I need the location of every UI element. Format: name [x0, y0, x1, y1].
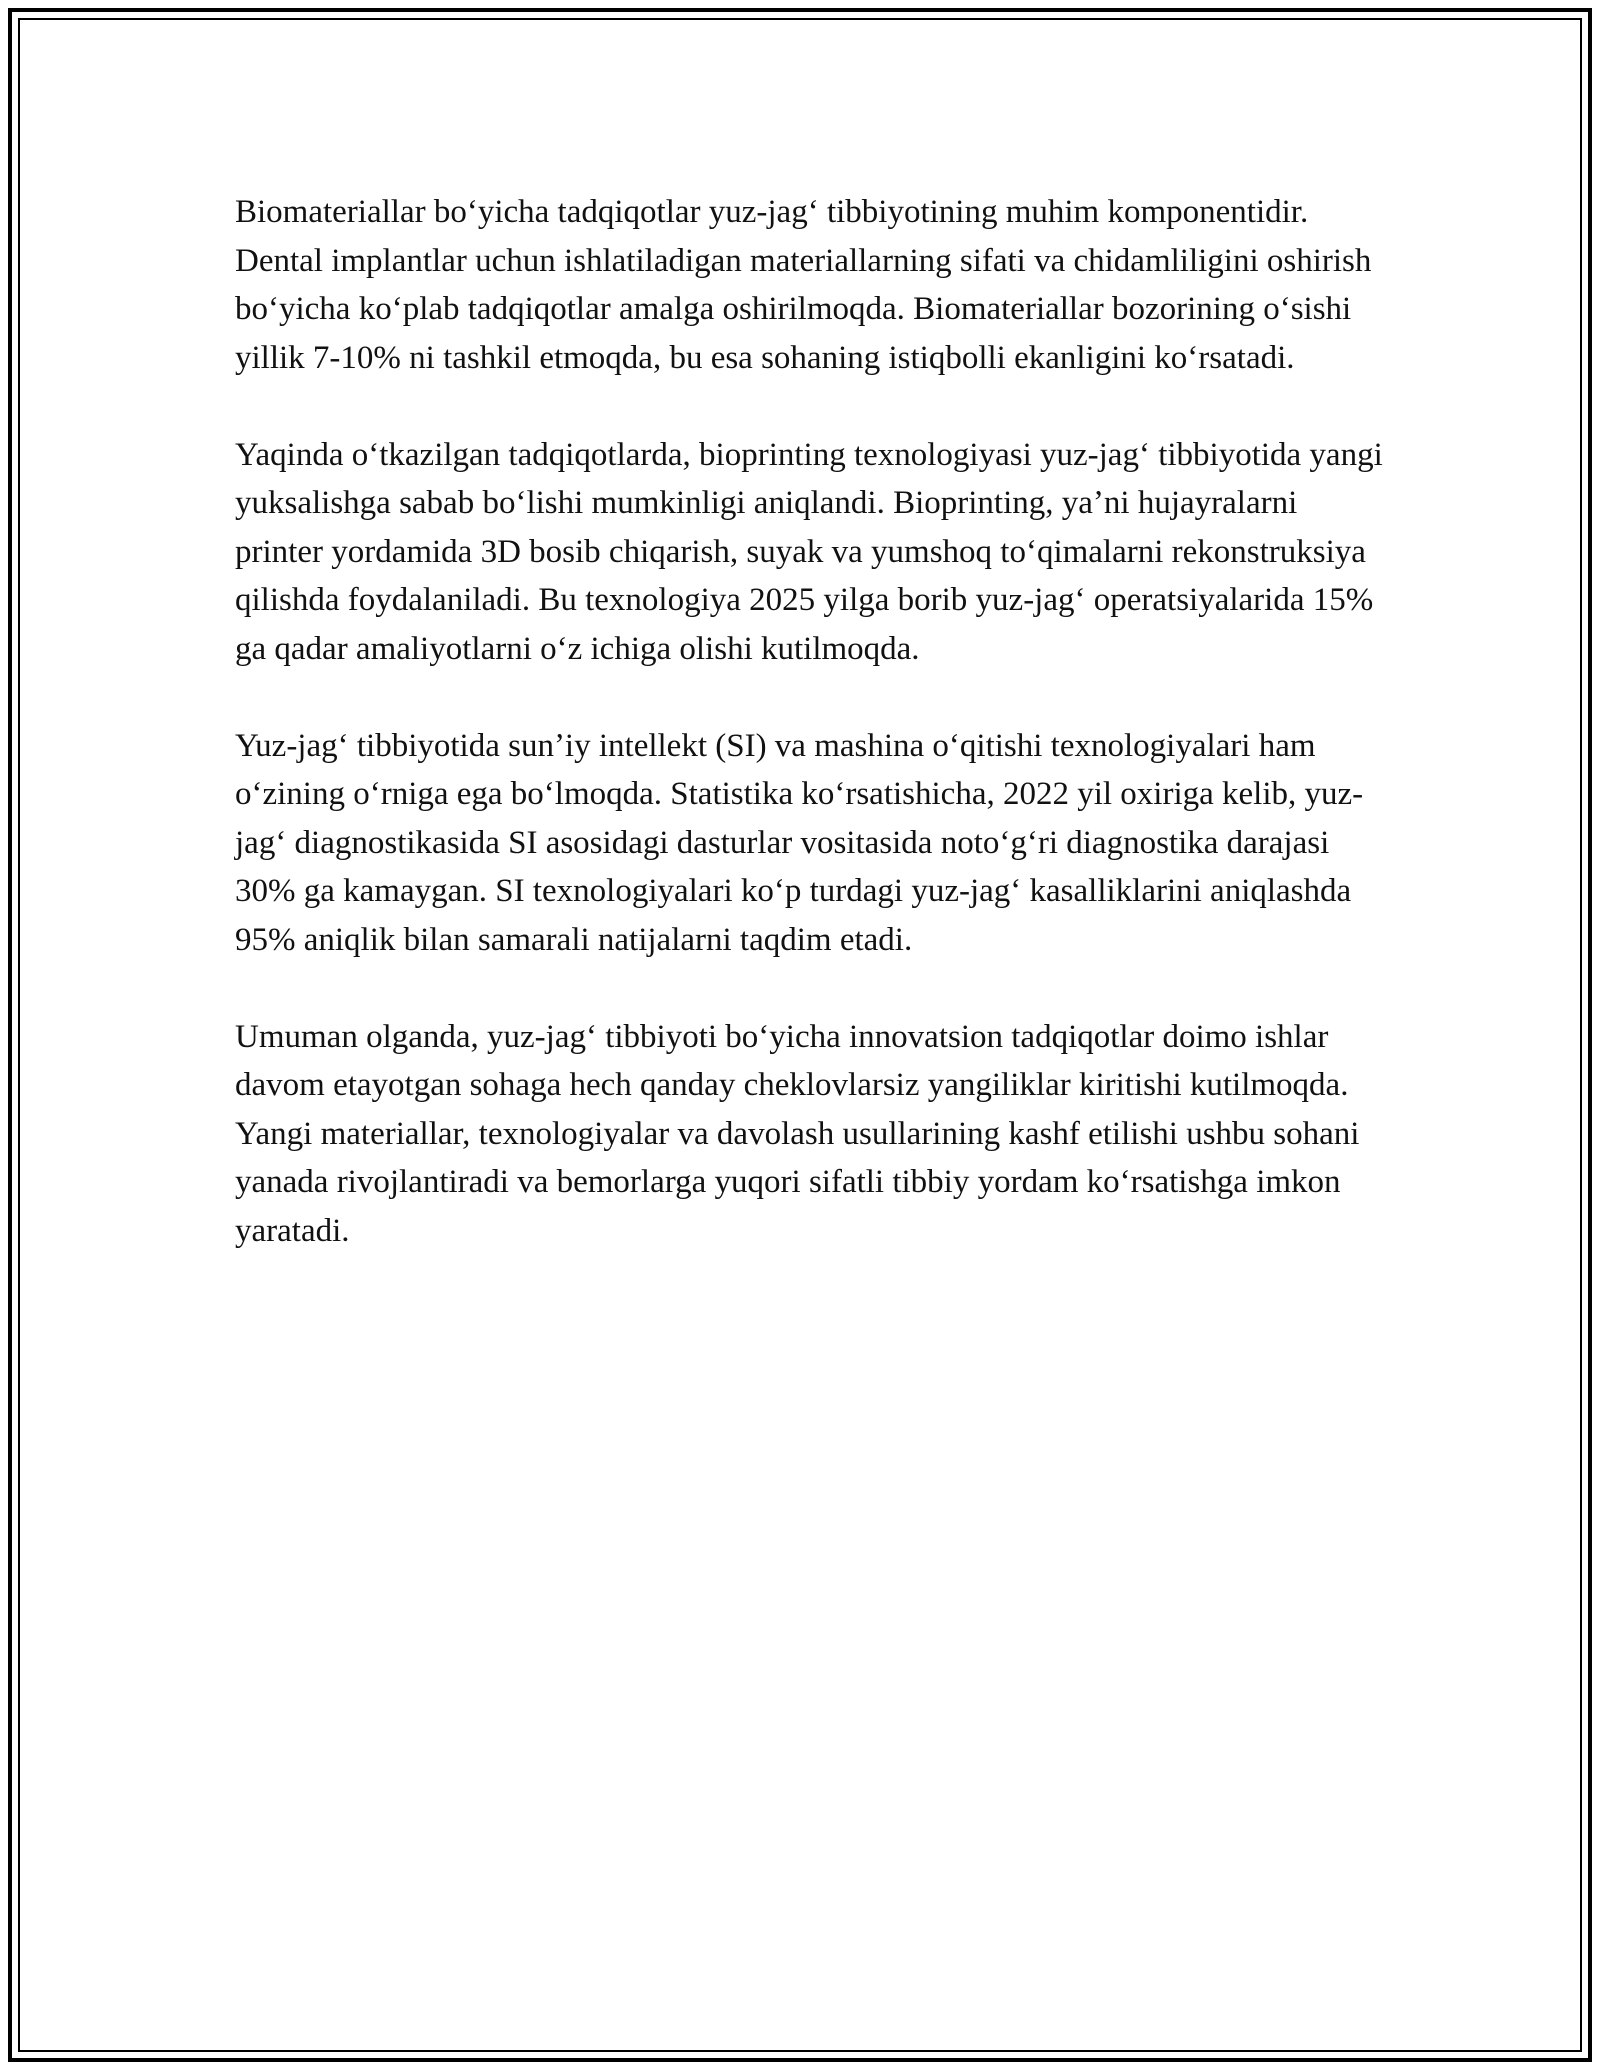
- document-body: [235, 188, 1385, 1304]
- paragraph-biomaterials: Biomateriallar boʻyicha tadqiqotlar yuz-jagʻ tibbiyotining muhim komponentidir. Dental implantlar uchun ishlatiladigan materiallarning sifati va chidamliligini oshirish boʻyicha koʻplab tadqiqotlar amalga oshirilmoqda. Biomateriallar bozorining oʻsishi yillik 7-10% ni tashkil etmoqda, bu esa sohaning istiqbolli ekanligini koʻrsatadi.: [235, 194, 1372, 376]
- paragraph-artificial-intelligence: Yuz-jagʻ tibbiyotida sunʼiy intellekt (SI) va mashina oʻqitishi texnologiyalari ham oʻzining oʻrniga ega boʻlmoqda. Statistika koʻrsatishicha, 2022 yil oxiriga kelib, yuz-jagʻ diagnostikasida SI asosidagi dasturlar vositasida notoʻgʻri diagnostika darajasi 30% ga kamaygan. SI texnologiyalari koʻp turdagi yuz-jagʻ kasalliklarini aniqlashda 95% aniqlik bilan samarali natijalarni taqdim etadi.: [235, 727, 1364, 958]
- paragraph-conclusion: Umuman olganda, yuz-jagʻ tibbiyoti boʻyicha innovatsion tadqiqotlar doimo ishlar davom etayotgan sohaga hech qanday cheklovlarsiz yangiliklar kiritishi kutilmoqda. Yangi materiallar, texnologiyalar va davolash usullarining kashf etilishi ushbu sohani yanada rivojlantiradi va bemorlarga yuqori sifatli tibbiy yordam koʻrsatishga imkon yaratadi.: [235, 1018, 1360, 1249]
- paragraph-bioprinting: Yaqinda oʻtkazilgan tadqiqotlarda, bioprinting texnologiyasi yuz-jagʻ tibbiyotida yangi yuksalishga sabab boʻlishi mumkinligi aniqlandi. Bioprinting, yaʼni hujayralarni printer yordamida 3D bosib chiqarish, suyak va yumshoq toʻqimalarni rekonstruksiya qilishda foydalaniladi. Bu texnologiya 2025 yilga borib yuz-jagʻ operatsiyalarida 15% ga qadar amaliyotlarni oʻz ichiga olishi kutilmoqda.: [235, 436, 1383, 667]
